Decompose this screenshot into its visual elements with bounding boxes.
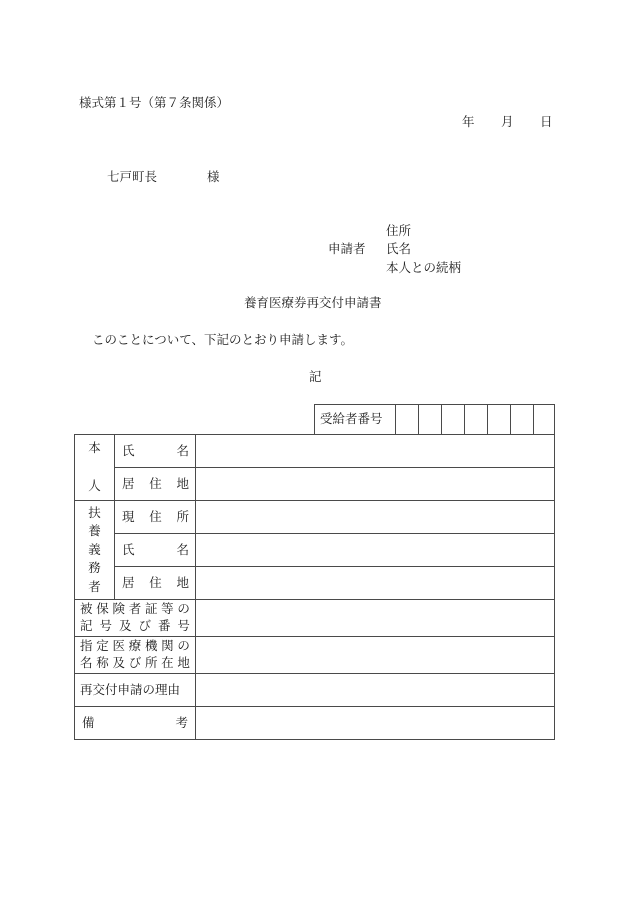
person-name-label: 氏 名 — [122, 443, 189, 458]
institution-label-line2: 名 称 及 び 所 在 地 — [80, 655, 190, 670]
table-line — [554, 404, 555, 740]
recipient-number-digit-3[interactable] — [442, 405, 464, 434]
applicant-relation-label: 本人との続柄 — [386, 260, 462, 275]
document-title: 養育医療券再交付申請書 — [244, 295, 382, 310]
table-line — [74, 739, 555, 740]
guardian-group-label: 扶 養 義 務 者 — [88, 505, 101, 594]
institution-field[interactable] — [196, 637, 554, 673]
recipient-number-digit-5[interactable] — [488, 405, 510, 434]
person-group-char: 人 — [88, 477, 101, 493]
remarks-label: 備 考 — [82, 715, 188, 730]
person-residence-field[interactable] — [196, 468, 554, 500]
guardian-current-address-field[interactable] — [196, 501, 554, 533]
recipient-number-digit-2[interactable] — [419, 405, 441, 434]
date-month-label: 月 — [501, 114, 514, 129]
ki-label: 記 — [309, 369, 322, 384]
recipient-number-label: 受給者番号 — [320, 411, 383, 426]
person-name-field[interactable] — [196, 435, 554, 467]
body-text: このことについて、下記のとおり申請します。 — [92, 332, 354, 347]
reason-field[interactable] — [196, 674, 554, 706]
person-residence-label: 居 住 地 — [122, 476, 189, 491]
reason-label: 再交付申請の理由 — [80, 682, 181, 697]
insurance-label-line1: 被 保 険 者 証 等 の — [80, 601, 190, 616]
guardian-residence-label: 居 住 地 — [122, 575, 189, 590]
guardian-name-label: 氏 名 — [122, 542, 189, 557]
remarks-field[interactable] — [196, 707, 554, 739]
insurance-number-field[interactable] — [196, 600, 554, 636]
person-group-char: 本 — [88, 440, 101, 455]
date-year-label: 年 — [462, 114, 475, 129]
person-group-label — [74, 442, 115, 492]
addressee-suffix: 様 — [207, 169, 220, 184]
insurance-label-line2: 記 号 及 び 番 号 — [80, 618, 190, 633]
applicant-label: 申請者 — [328, 241, 366, 256]
guardian-name-field[interactable] — [196, 534, 554, 566]
table-line — [314, 404, 315, 434]
form-number: 様式第１号（第７条関係） — [79, 95, 230, 110]
applicant-name-label: 氏名 — [386, 241, 412, 256]
guardian-residence-field[interactable] — [196, 567, 554, 599]
recipient-number-digit-1[interactable] — [396, 405, 418, 434]
recipient-number-digit-4[interactable] — [465, 405, 487, 434]
recipient-number-digit-7[interactable] — [534, 405, 554, 434]
date-day-label: 日 — [540, 114, 553, 129]
guardian-current-address-label: 現 住 所 — [122, 509, 189, 524]
recipient-number-digit-6[interactable] — [511, 405, 533, 434]
applicant-address-label: 住所 — [386, 223, 412, 238]
institution-label-line1: 指 定 医 療 機 関 の — [80, 638, 190, 653]
addressee-name: 七戸町長 — [107, 169, 158, 184]
